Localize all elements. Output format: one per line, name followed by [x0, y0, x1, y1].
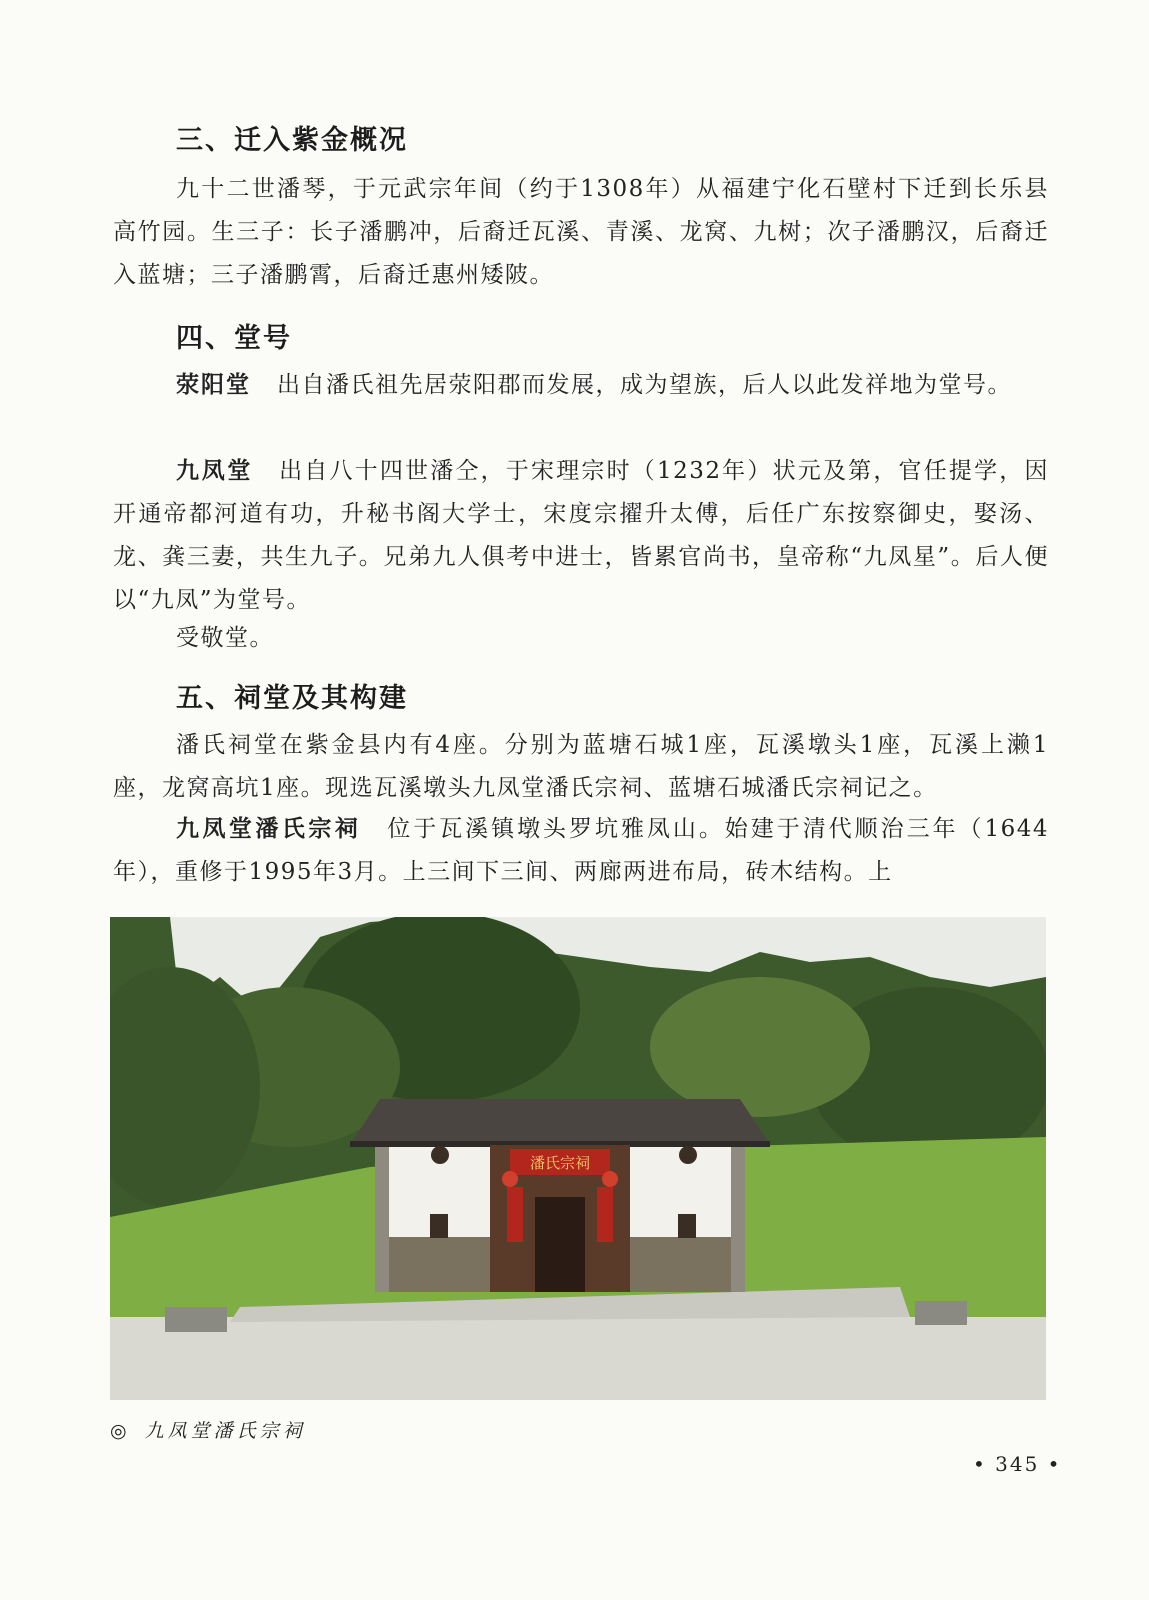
- entry-text: 出自潘氏祖先居荥阳郡而发展，成为望族，后人以此发祥地为堂号。: [277, 372, 1012, 398]
- caption-mark: ◎: [110, 1420, 131, 1442]
- ancestral-hall-photo: [110, 917, 1046, 1400]
- photo-caption: [110, 1416, 306, 1443]
- caption-text: 九凤堂潘氏宗祠: [144, 1420, 306, 1442]
- entry-jiufeng-ancestral-hall: [113, 808, 1049, 894]
- entry-term: 荥阳堂: [176, 372, 251, 398]
- entry-term: 九凤堂: [176, 458, 254, 484]
- ancestral-hall-illustration: [110, 917, 1046, 1400]
- section-heading-5: 五、祠堂及其构建: [176, 683, 408, 714]
- paragraph-migration: 九十二世潘琴，于元武宗年间（约于1308年）从福建宁化石壁村下迁到长乐县高竹园。生三子：长子潘鹏冲，后裔迁瓦溪、青溪、龙窝、九树；次子潘鹏汉，后裔迁入蓝塘；三子潘鹏霄，后裔迁惠州矮陂。: [113, 176, 1049, 288]
- entry-term: 九凤堂潘氏宗祠: [176, 816, 362, 842]
- entry-text: 位于瓦溪镇墩头罗坑雅凤山。始建于清代顺治三年（1644年），重修于1995年3月。上三间下三间、两廊两进布局，砖木结构。上: [113, 816, 1049, 885]
- entry-xingyang-hall: [113, 364, 1049, 407]
- section-heading-4: 四、堂号: [176, 323, 292, 354]
- page-number: • 345 •: [973, 1452, 1062, 1476]
- entry-shoujing-hall: 受敬堂。: [176, 625, 274, 651]
- signboard-text: 潘氏宗祠: [529, 1154, 591, 1172]
- paragraph-ancestral-halls: 潘氏祠堂在紫金县内有4座。分别为蓝塘石城1座，瓦溪墩头1座，瓦溪上濑1座，龙窝高坑1座。现选瓦溪墩头九凤堂潘氏宗祠、蓝塘石城潘氏宗祠记之。: [113, 732, 1049, 801]
- entry-jiufeng-hall: [113, 450, 1049, 622]
- section-heading-3: 三、迁入紫金概况: [176, 125, 408, 156]
- entry-text: 出自八十四世潘仝，于宋理宗时（1232年）状元及第，官任提学，因开通帝都河道有功，升秘书阁大学士，宋度宗擢升太傅，后任广东按察御史，娶汤、龙、龚三妻，共生九子。兄弟九人俱考中进士，皆累官尚书，皇帝称“九凤星”。后人便以“九凤”为堂号。: [113, 458, 1049, 613]
